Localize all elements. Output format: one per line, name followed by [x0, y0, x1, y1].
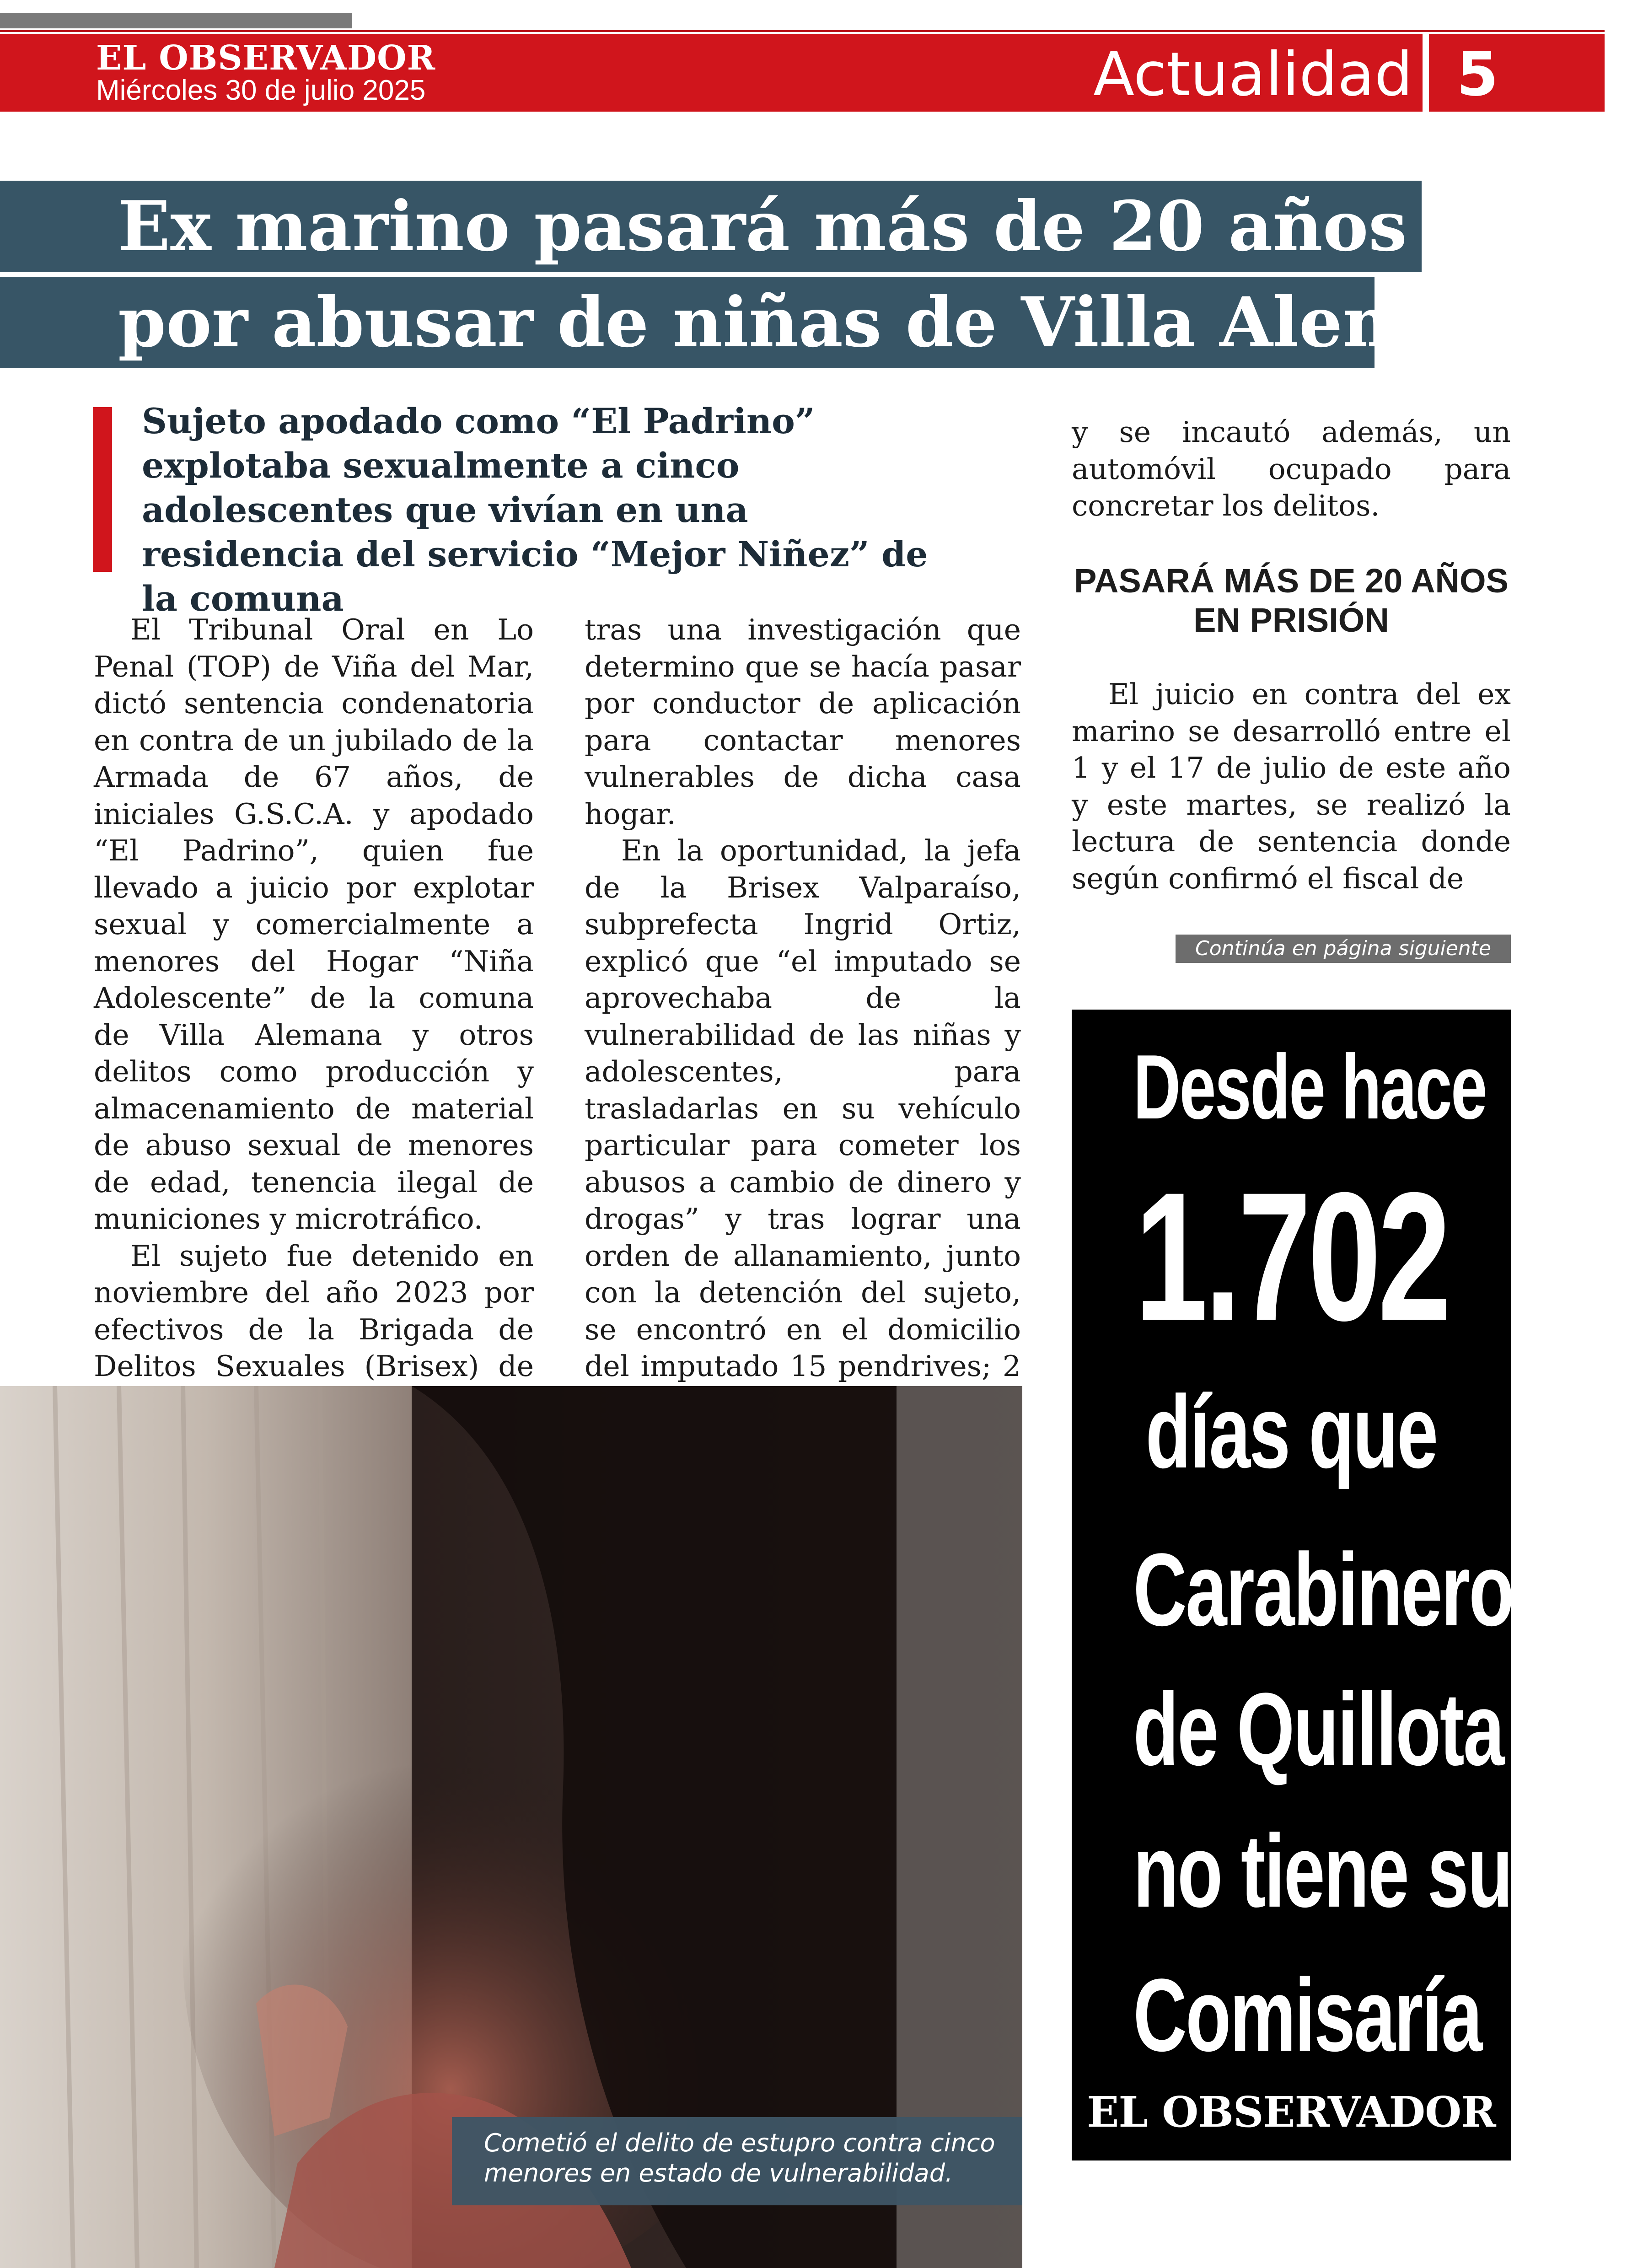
issue-date: Miércoles 30 de julio 2025	[96, 75, 426, 106]
continued-next-page-link[interactable]: Continúa en página siguiente	[1176, 935, 1511, 963]
ad-line-1: Desde hace	[1133, 1036, 1487, 1138]
ad-brand-logo: EL OBSERVADOR	[1087, 2087, 1496, 2137]
page-number: 5	[1456, 39, 1498, 110]
article-paragraph: El juicio en contra del ex marino se desarrolló entre el 1 y el 17 de julio de este año y este martes, se realizó la lectura de sentencia donde según confirmó el fiscal de	[1072, 677, 1511, 895]
lead-accent-bar	[93, 407, 112, 572]
article-column-2	[585, 612, 1021, 1383]
article-paragraph: El Tribunal Oral en Lo Penal (TOP) de Viña del Mar, dictó sentencia condenatoria en contra de un jubilado de la Armada de 67 años, de iniciales G.S.C.A. y apodado “El Padrino”, quien fue llevado a juicio por explotar sexual y comercialmente a menores del Hogar “Niña Adolescente” de la comuna de Villa Alemana y otros delitos como producción y almacenamiento de material de abuso sexual de menores de edad, tenencia ilegal de municiones y microtráfico.	[94, 613, 534, 1236]
paper-name: EL OBSERVADOR	[96, 38, 436, 78]
article-column-3-bottom	[1072, 676, 1511, 897]
header-top-rule	[0, 30, 1605, 32]
header-separator	[1423, 34, 1429, 112]
article-paragraph: tras una investigación que determino que se hacía pasar por conductor de aplicación para contactar menores vulnerables de dicha casa hogar.	[585, 613, 1021, 831]
ad-line-6: no tiene su	[1133, 1813, 1512, 1929]
article-column-1	[94, 612, 534, 1383]
headline-line-1: Ex marino pasará más de 20 años preso	[0, 181, 1422, 272]
advertisement-box	[1072, 1010, 1553, 2161]
ad-day-count: 1.702	[1134, 1154, 1448, 1359]
section-title: Actualidad	[1093, 39, 1413, 110]
headline-line-2: por abusar de niñas de Villa Alemana	[0, 277, 1375, 368]
article-paragraph: El sujeto fue detenido en noviembre del año 2023 por efectivos de la Brigada de Delitos Sexuales (Brisex) de	[94, 1239, 534, 1383]
photo-caption: Cometió el delito de estupro contra cinco menores en estado de vulnerabilidad.	[484, 2128, 995, 2187]
ad-line-5: de Quillota	[1133, 1671, 1503, 1787]
ad-line-7: Comisaría	[1133, 1957, 1482, 2073]
article-subhead: PASARÁ MÁS DE 20 AÑOS EN PRISIÓN	[1074, 562, 1509, 639]
article-paragraph: En la oportunidad, la jefa de la Brisex Valparaíso, subprefecta Ingrid Ortiz, explicó que “el imputado se aprovechaba de la vulnerabilidad de las niñas y adolescentes, para trasladarlas en su vehículo particular para cometer los abusos a cambio de dinero y drogas” y tras lograr una orden de allanamiento, junto con la detención del sujeto, se encontró en el domicilio del imputado 15 pendrives; 2	[585, 834, 1021, 1383]
ad-line-3: días que	[1145, 1374, 1437, 1489]
header-gray-strip	[0, 13, 352, 28]
lead-paragraph: Sujeto apodado como “El Padrino” explotaba sexualmente a cinco adolescentes que vivían en una residencia del servicio “Mejor Niñez” de la comuna	[142, 401, 928, 619]
ad-line-4: Carabineros	[1133, 1532, 1553, 1647]
article-paragraph: y se incautó además, un automóvil ocupado para concretar los delitos.	[1072, 415, 1511, 522]
article-column-3-top	[1072, 414, 1511, 525]
